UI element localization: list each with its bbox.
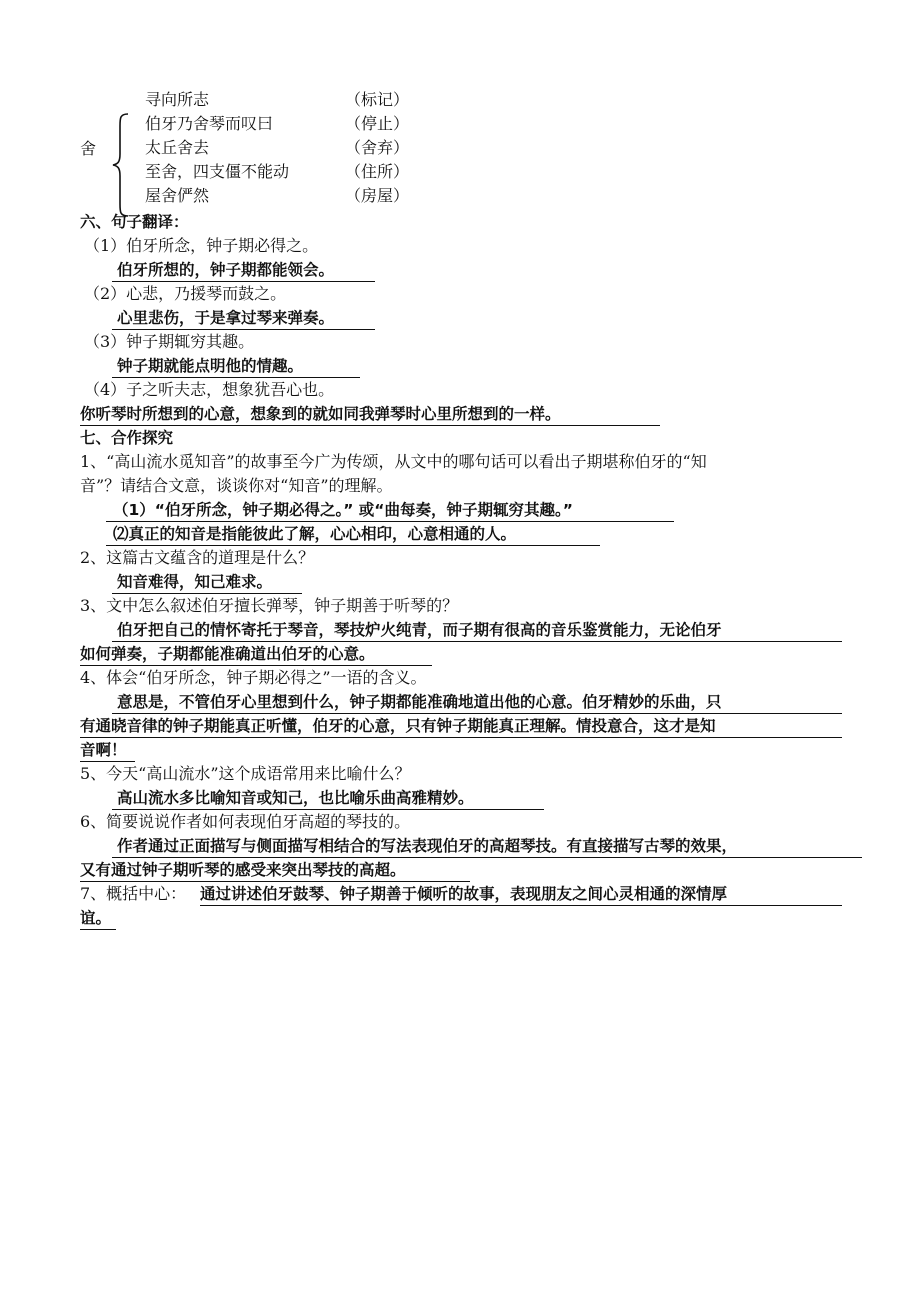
phrase-3: 太丘舍去 xyxy=(145,138,210,157)
answer-underline xyxy=(106,521,674,522)
q7-1-line-2: 音”？请结合文意，谈谈你对“知音”的理解。 xyxy=(80,476,393,495)
meaning-3: （舍弃） xyxy=(345,138,410,157)
answer-underline xyxy=(80,425,660,426)
phrase-5: 屋舍俨然 xyxy=(145,186,210,205)
q6-1-answer: 伯牙所想的，钟子期都能领会。 xyxy=(117,261,335,279)
q7-2-question: 2、这篇古文蕴含的道理是什么？ xyxy=(80,548,315,567)
q7-4-answer-1: 意思是，不管伯牙心里想到什么，钟子期都能准确地道出他的心意。伯牙精妙的乐曲，只 xyxy=(117,693,722,711)
q6-1-question: （1）伯牙所念，钟子期必得之。 xyxy=(84,236,319,255)
answer-underline xyxy=(106,545,600,546)
meaning-1: （标记） xyxy=(345,90,410,109)
q7-4-question: 4、体会“伯牙所念，钟子期必得之”一语的含义。 xyxy=(80,668,427,687)
q6-2-question: （2）心悲，乃援琴而鼓之。 xyxy=(84,284,287,303)
answer-underline xyxy=(112,641,842,642)
phrase-1: 寻向所志 xyxy=(145,90,210,109)
meaning-5: （房屋） xyxy=(345,186,410,205)
q7-7-answer-1: 通过讲述伯牙鼓琴、钟子期善于倾听的故事，表现朋友之间心灵相通的深情厚 xyxy=(200,885,728,903)
q6-4-question: （4）子之听夫志，想象犹吾心也。 xyxy=(84,380,335,399)
answer-underline xyxy=(112,377,360,378)
meaning-4: （住所） xyxy=(345,162,410,181)
answer-underline xyxy=(200,905,842,906)
answer-underline xyxy=(80,881,470,882)
curly-brace-icon xyxy=(110,112,132,218)
q7-3-answer-2: 如何弹奏，子期都能准确道出伯牙的心意。 xyxy=(80,645,375,663)
q7-4-answer-3: 音啊！ xyxy=(80,741,127,759)
section-7-title: 七、合作探究 xyxy=(80,429,174,447)
answer-underline xyxy=(112,809,544,810)
q7-7-label: 7、概括中心： xyxy=(80,884,187,903)
answer-underline xyxy=(80,761,135,762)
q7-5-question: 5、今天“高山流水”这个成语常用来比喻什么？ xyxy=(80,764,411,783)
answer-underline xyxy=(112,329,375,330)
q7-1-answer-2: ⑵真正的知音是指能彼此了解，心心相印，心意相通的人。 xyxy=(113,525,517,543)
q6-2-answer: 心里悲伤，于是拿过琴来弹奏。 xyxy=(117,309,335,327)
answer-underline xyxy=(80,737,842,738)
answer-underline xyxy=(112,593,302,594)
phrase-2: 伯牙乃舍琴而叹曰 xyxy=(145,114,274,133)
answer-underline xyxy=(80,929,116,930)
answer-underline xyxy=(112,857,862,858)
q6-3-question: （3）钟子期辄穷其趣。 xyxy=(84,332,255,351)
q7-7-answer-2: 谊。 xyxy=(80,909,112,927)
q6-4-answer: 你听琴时所想到的心意，想象到的就如同我弹琴时心里所想到的一样。 xyxy=(80,405,561,423)
meaning-2: （停止） xyxy=(345,114,410,133)
head-character: 舍 xyxy=(80,139,97,158)
q7-6-answer-2: 又有通过钟子期听琴的感受来突出琴技的高超。 xyxy=(80,861,406,879)
q7-4-answer-2: 有通晓音律的钟子期能真正听懂，伯牙的心意，只有钟子期能真正理解。情投意合，这才是知 xyxy=(80,717,716,735)
answer-underline xyxy=(112,713,842,714)
q7-1-answer-1: （1）“伯牙所念，钟子期必得之。” 或“曲每奏，钟子期辄穷其趣。” xyxy=(113,501,573,519)
q7-2-answer: 知音难得，知己难求。 xyxy=(117,573,273,591)
q7-6-answer-1: 作者通过正面描写与侧面描写相结合的写法表现伯牙的高超琴技。有直接描写古琴的效果， xyxy=(117,837,738,855)
q7-1-line-1: 1、“高山流水觅知音”的故事至今广为传颂，从文中的哪句话可以看出子期堪称伯牙的“知 xyxy=(80,452,707,471)
section-6-title: 六、句子翻译： xyxy=(80,213,189,231)
q6-3-answer: 钟子期就能点明他的情趣。 xyxy=(117,357,304,375)
q7-3-answer-1: 伯牙把自己的情怀寄托于琴音，琴技炉火纯青，而子期有很高的音乐鉴赏能力，无论伯牙 xyxy=(117,621,722,639)
q7-5-answer: 高山流水多比喻知音或知己，也比喻乐曲高雅精妙。 xyxy=(117,789,474,807)
phrase-4: 至舍，四支僵不能动 xyxy=(145,162,290,181)
answer-underline xyxy=(112,281,375,282)
q7-6-question: 6、简要说说作者如何表现伯牙高超的琴技的。 xyxy=(80,812,411,831)
q7-3-question: 3、文中怎么叙述伯牙擅长弹琴，钟子期善于听琴的？ xyxy=(80,596,459,615)
answer-underline xyxy=(80,665,432,666)
